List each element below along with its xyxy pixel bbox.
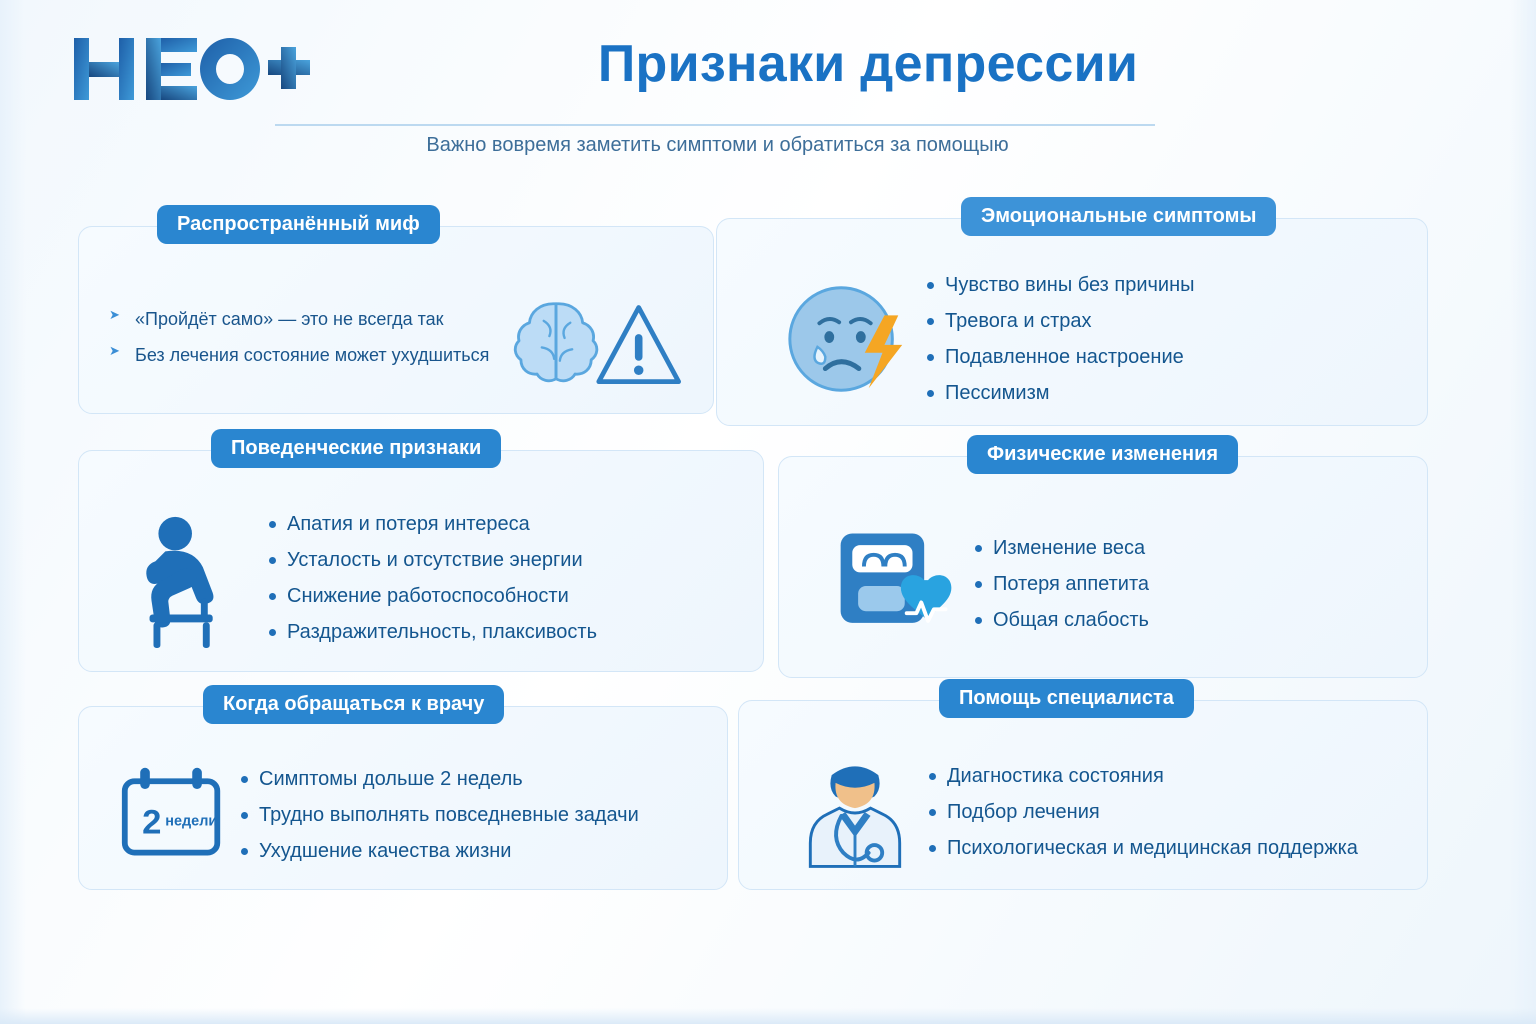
list-item: Изменение веса [971, 536, 1409, 561]
list-item: Психологическая и медицинская поддержка [925, 836, 1409, 861]
list-item: Ухудшение качества жизни [237, 839, 709, 864]
card-body-myth [79, 261, 713, 413]
list-item: ➤ «Пройдёт само» — это не всегда так [109, 308, 495, 331]
scale-heartbeat-icon [821, 516, 971, 652]
neo-logo [72, 30, 312, 110]
poster-header [0, 0, 1536, 170]
list-item: Подавленное настроение [923, 345, 1409, 370]
list-item: Усталость и отсутствие энергии [265, 548, 745, 573]
bottom-edge-gradient [0, 1008, 1536, 1024]
list-item: Подбор лечения [925, 800, 1409, 825]
card-body-help [739, 735, 1427, 889]
list-item: Снижение работоспособности [265, 584, 745, 609]
page-subtitle: Важно вовремя заметить симптоми и обратиться за помощыю [426, 134, 1009, 156]
card-common-myth [78, 213, 714, 414]
card-emotional-symptoms [716, 205, 1428, 426]
card-specialist-help [738, 687, 1428, 890]
doctor-list [237, 756, 709, 875]
card-badge-emotional: Эмоциональные симптомы [961, 197, 1276, 236]
list-item: Раздражительность, плаксивость [265, 620, 745, 645]
card-badge-physical: Физические изменения [967, 435, 1238, 474]
list-item: Апатия и потеря интереса [265, 512, 745, 537]
list-item: Чувство вины без причины [923, 273, 1409, 298]
sitting-person-icon [115, 504, 265, 652]
list-item: Тревога и страх [923, 309, 1409, 334]
list-item: ➤ Без лечения состояние может ухудшиться [109, 344, 495, 367]
page-title: Признаки депрессии [597, 35, 1139, 93]
card-badge-doctor: Когда обращаться к врачу [203, 685, 504, 724]
list-item: Трудно выполнять повседневные задачи [237, 803, 709, 828]
list-item: Общая слабость [971, 608, 1409, 633]
card-body-emotional [717, 253, 1427, 425]
card-body-physical [779, 491, 1427, 677]
list-item: Потеря аппетита [971, 572, 1409, 597]
list-item: Пессимизм [923, 381, 1409, 406]
card-physical-changes [778, 443, 1428, 678]
calendar-label: недели [165, 813, 218, 830]
physical-list [971, 525, 1409, 644]
card-when-to-see-doctor [78, 693, 728, 890]
card-body-doctor [79, 741, 727, 889]
list-item: Диагностика состояния [925, 764, 1409, 789]
behavior-list [265, 501, 745, 656]
sad-face-icon [773, 270, 923, 408]
card-badge-help: Помощь специалиста [939, 679, 1194, 718]
card-behavioral-signs [78, 437, 764, 672]
card-body-behavior [79, 485, 763, 671]
emotional-list [923, 262, 1409, 417]
title-divider [275, 124, 1155, 126]
brain-warning-icon [495, 275, 695, 399]
card-badge-myth: Распространённый миф [157, 205, 440, 244]
myth-list [109, 294, 495, 381]
list-item: Симптомы дольше 2 недель [237, 767, 709, 792]
doctor-icon [785, 744, 925, 880]
calendar-number: 2 [142, 803, 162, 842]
card-badge-behavior: Поведенческие признаки [211, 429, 501, 468]
calendar-two-weeks-icon [107, 762, 237, 868]
help-list [925, 753, 1409, 872]
